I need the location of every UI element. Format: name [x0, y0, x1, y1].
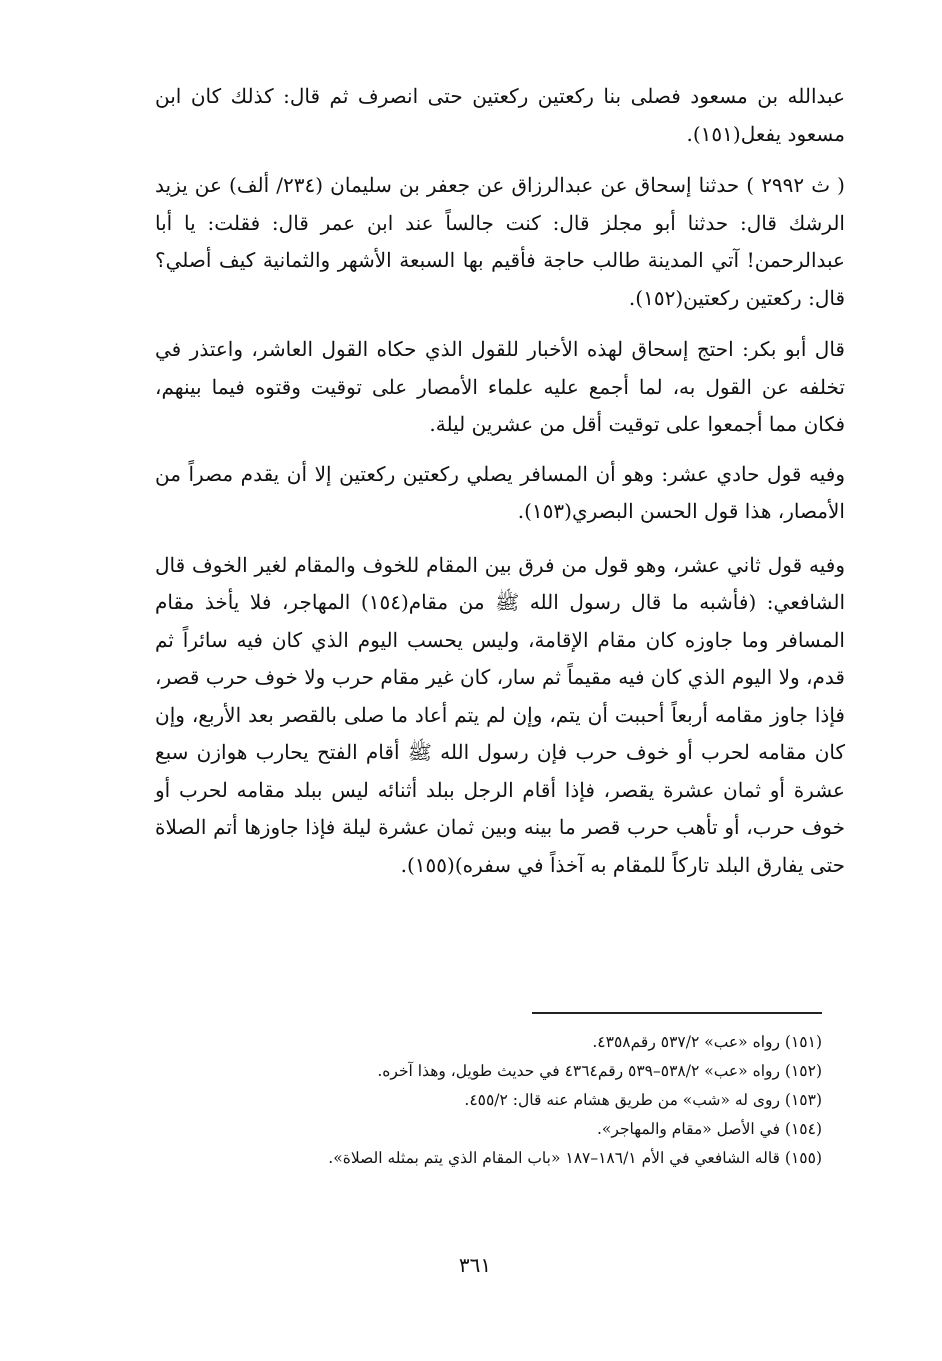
paragraph: قال أبو بكر: احتج إسحاق لهذه الأخبار للقول الذي حكاه القول العاشر، واعتذر في تخلفه عن القول به، لما أجمع عليه علماء الأمصار على توقيت وقتوه فيما بينهم، فكان مما أجمعوا على توقيت أقل من عشرين ليلة. [155, 337, 845, 436]
page-number: ٣٦١ [458, 1253, 492, 1277]
footnote-divider [532, 1012, 822, 1014]
footnote: (١٥٢) رواه «عب» ٥٣٨/٢–٥٣٩ رقم٤٣٦٤ في حديث طويل، وهذا آخره. [377, 1062, 822, 1080]
paragraph: عبدالله بن مسعود فصلى بنا ركعتين ركعتين حتى انصرف ثم قال: كذلك كان ابن مسعود يفعل(١٥١). [155, 84, 845, 146]
footnote: (١٥٣) روى له «شب» من طريق هشام عنه قال: ٤٥٥/٢. [464, 1091, 822, 1109]
main-text [155, 78, 845, 894]
paragraph: ( ث ٢٩٩٢ ) حدثنا إسحاق عن عبدالرزاق عن جعفر بن سليمان (٢٣٤/ ألف) عن يزيد الرشك قال: حدثنا أبو مجلز قال: كنت جالساً عند ابن عمر قال: فقلت: يا أبا عبدالرحمن! آتي المدينة طالب حاجة فأقيم بها السبعة الأشهر والثمانية كيف أصلي؟ قال: ركعتين ركعتين(١٥٢). [155, 173, 845, 310]
footnote: (١٥٤) في الأصل «مقام والمهاجر». [596, 1120, 822, 1138]
footnote: (١٥١) رواه «عب» ٥٣٧/٢ رقم٤٣٥٨. [592, 1033, 822, 1051]
footnotes [200, 1028, 822, 1173]
footnote: (١٥٥) قاله الشافعي في الأم ١٨٦/١–١٨٧ «باب المقام الذي يتم بمثله الصلاة». [328, 1149, 822, 1167]
paragraph: وفيه قول حادي عشر: وهو أن المسافر يصلي ركعتين ركعتين إلا أن يقدم مصراً من الأمصار، هذا قول الحسن البصري(١٥٣). [155, 461, 845, 523]
paragraph: وفيه قول ثاني عشر، وهو قول من فرق بين المقام للخوف والمقام لغير الخوف قال الشافعي: (فأشبه ما قال رسول الله ﷺ من مقام(١٥٤) المهاجر، فلا يأخذ مقام المسافر وما جاوزه كان مقام الإقامة، وليس يحسب اليوم الذي كان فيه سائراً ثم قدم، ولا اليوم الذي كان فيه مقيماً ثم سار، كان غير مقام حرب ولا خوف حرب قصر، فإذا جاوز مقامه أربعاً أحببت أن يتم، وإن لم يتم أعاد ما صلى بالقصر بعد الأربع، وإن كان مقامه لحرب أو خوف حرب فإن رسول الله ﷺ أقام الفتح يحارب هوازن سبع عشرة أو ثمان عشرة يقصر، فإذا أقام الرجل ببلد أثنائه ليس ببلد مقامه لحرب أو خوف حرب، أو تأهب حرب قصر ما بينه وبين ثمان عشرة ليلة فإذا جاوزها أتم الصلاة حتى يفارق البلد تاركاً للمقام به آخذاً في سفره)(١٥٥). [155, 552, 846, 877]
